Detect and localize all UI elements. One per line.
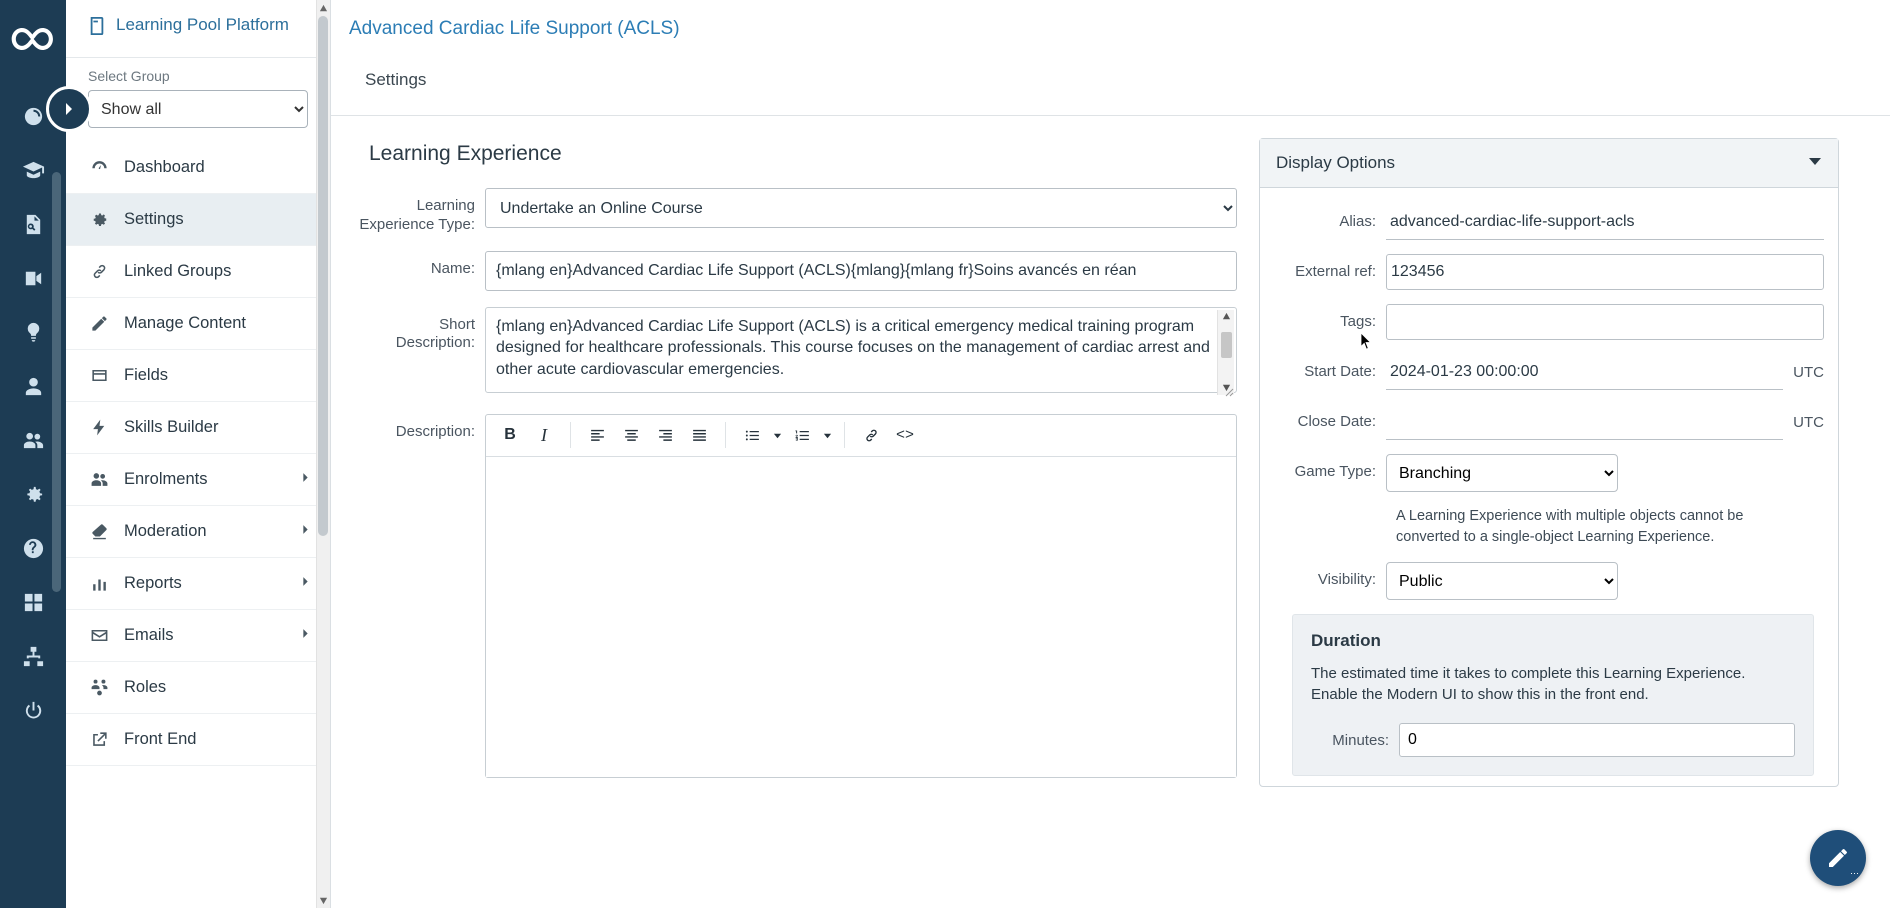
sidebar-item-label: Reports — [124, 574, 182, 592]
sidebar-item-settings[interactable] — [66, 194, 330, 246]
chevron-right-icon — [299, 626, 312, 645]
bar-chart-icon — [88, 574, 110, 593]
close-date-timezone: UTC — [1793, 413, 1824, 431]
field-game-type — [1270, 454, 1824, 492]
duration-section — [1292, 614, 1814, 776]
sidebar-item-label: Settings — [124, 210, 184, 228]
field-external-ref — [1270, 254, 1824, 290]
toolbar-divider — [725, 422, 726, 448]
scroll-down-arrow-icon[interactable] — [317, 893, 329, 907]
edit-fab-button[interactable] — [1810, 830, 1866, 886]
learning-experience-form — [357, 138, 1237, 794]
sidebar-item-skills-builder[interactable] — [66, 402, 330, 454]
field-label: External ref: — [1295, 263, 1376, 280]
sidebar-item-linked-groups[interactable] — [66, 246, 330, 298]
chevron-right-icon — [60, 100, 78, 118]
duration-help-line-1: The estimated time it takes to complete this Learning Experience. — [1311, 665, 1746, 683]
book-icon — [88, 16, 106, 41]
sidebar-item-fields[interactable] — [66, 350, 330, 402]
sidebar-title: Learning Pool Platform — [116, 15, 289, 34]
bullet-list-dropdown-icon[interactable] — [770, 420, 784, 450]
field-label: Game Type: — [1294, 463, 1376, 480]
description-editor-body[interactable] — [486, 457, 1236, 777]
user-icon[interactable] — [16, 372, 50, 400]
people-icon — [88, 470, 110, 489]
duration-title: Duration — [1311, 631, 1381, 651]
sidebar-item-moderation[interactable] — [66, 506, 330, 558]
page-title: Learning Experience — [369, 142, 562, 165]
group-select[interactable] — [88, 90, 308, 128]
field-label: Tags: — [1340, 313, 1376, 330]
gauge-icon[interactable] — [16, 102, 50, 130]
start-date-input[interactable] — [1386, 354, 1783, 390]
roles-icon — [88, 678, 110, 697]
power-icon[interactable] — [16, 696, 50, 724]
chevron-right-icon — [299, 574, 312, 593]
display-options-panel — [1259, 138, 1839, 787]
chevron-right-icon — [299, 470, 312, 489]
field-label: Visibility: — [1317, 571, 1376, 589]
sidebar-item-label: Moderation — [124, 522, 207, 540]
link-icon[interactable] — [855, 420, 887, 450]
graduation-cap-icon[interactable] — [16, 156, 50, 184]
edit-pencil-icon — [1826, 846, 1850, 870]
toolbar-divider — [570, 422, 571, 448]
resize-grip-icon[interactable] — [1222, 384, 1234, 396]
display-options-title: Display Options — [1276, 153, 1396, 172]
field-label: Learning Experience Type: — [359, 197, 475, 233]
numbered-list-icon[interactable] — [786, 420, 818, 450]
learning-experience-type-select[interactable] — [485, 188, 1237, 228]
grid-apps-icon[interactable] — [16, 588, 50, 616]
field-description — [357, 414, 1237, 778]
external-link-icon — [88, 730, 110, 749]
chevron-down-icon[interactable] — [1808, 153, 1822, 173]
name-input[interactable] — [485, 251, 1237, 291]
sidebar-item-label: Enrolments — [124, 470, 208, 488]
scroll-up-arrow-icon[interactable] — [317, 1, 329, 15]
align-center-icon[interactable] — [615, 420, 647, 450]
start-date-timezone: UTC — [1793, 363, 1824, 381]
bolt-icon — [88, 418, 110, 437]
game-type-select[interactable] — [1386, 454, 1618, 492]
field-label: Short Description: — [395, 315, 475, 352]
field-learning-experience-type — [357, 188, 1237, 235]
field-label: Close Date: — [1297, 413, 1376, 430]
display-options-header[interactable] — [1260, 139, 1838, 188]
scroll-up-arrow-icon[interactable] — [1218, 310, 1235, 324]
field-label: Description: — [395, 422, 475, 440]
sidebar-item-label: Fields — [124, 366, 169, 384]
infinity-logo-icon — [5, 14, 61, 64]
field-label: Name: — [430, 259, 475, 277]
field-label: Minutes: — [1332, 731, 1389, 749]
breadcrumb[interactable]: Advanced Cardiac Life Support (ACLS) — [349, 18, 680, 39]
external-ref-input[interactable] — [1386, 254, 1824, 290]
sidebar-item-front-end[interactable] — [66, 714, 330, 766]
field-label: Alias: — [1339, 213, 1376, 230]
sidebar-item-dashboard[interactable] — [66, 142, 330, 194]
tags-input[interactable] — [1386, 304, 1824, 340]
gear-icon — [88, 210, 110, 229]
eraser-icon — [88, 522, 110, 541]
short-description-textarea[interactable] — [485, 307, 1237, 393]
field-tags — [1270, 304, 1824, 340]
sidebar-item-label: Manage Content — [124, 314, 247, 332]
link-icon — [88, 262, 110, 281]
sidebar-item-manage-content[interactable] — [66, 298, 330, 350]
game-type-help-text: A Learning Experience with multiple objects cannot be converted to a single-object Learning Experience. — [1396, 508, 1744, 546]
field-label: Start Date: — [1304, 363, 1376, 380]
tab-settings[interactable]: Settings — [365, 70, 427, 89]
numbered-list-dropdown-icon[interactable] — [820, 420, 834, 450]
bullet-list-icon[interactable] — [736, 420, 768, 450]
sidebar-scrollbar[interactable] — [316, 0, 330, 908]
sidebar-item-emails[interactable] — [66, 610, 330, 662]
sidebar-item-label: Linked Groups — [124, 262, 232, 280]
sidebar-item-label: Front End — [124, 730, 197, 748]
select-group-label: Select Group — [88, 68, 170, 84]
sitemap-icon[interactable] — [16, 642, 50, 670]
field-start-date — [1270, 354, 1824, 390]
code-button[interactable]: <> — [895, 426, 914, 444]
sidebar-item-label: Emails — [124, 626, 174, 644]
rail-scrollbar[interactable] — [52, 172, 61, 592]
main-content — [331, 0, 1890, 908]
users-icon[interactable] — [16, 426, 50, 454]
editor-toolbar — [486, 415, 1236, 457]
duration-help-line-2: Enable the Modern UI to show this in the front end. — [1311, 686, 1649, 704]
sidebar-item-enrolments[interactable] — [66, 454, 330, 506]
sidebar-item-label: Roles — [124, 678, 167, 696]
card-icon — [88, 366, 110, 385]
sidebar-nav — [66, 142, 330, 766]
chevron-right-icon — [299, 522, 312, 541]
align-justify-icon[interactable] — [683, 420, 715, 450]
sidebar-item-label: Dashboard — [124, 158, 205, 176]
scroll-thumb[interactable] — [1221, 332, 1232, 358]
dashboard-icon — [88, 158, 110, 177]
sidebar-item-roles[interactable] — [66, 662, 330, 714]
field-close-date — [1270, 404, 1824, 440]
short-description-scrollbar[interactable] — [1217, 310, 1234, 395]
pencil-icon — [88, 314, 110, 333]
rich-text-editor — [485, 414, 1237, 778]
italic-button[interactable]: I — [541, 424, 547, 445]
display-options-column — [1259, 138, 1839, 794]
envelope-icon — [88, 626, 110, 645]
sidebar-header[interactable] — [66, 0, 330, 58]
toolbar-divider — [844, 422, 845, 448]
visibility-select[interactable] — [1386, 562, 1618, 600]
minutes-input[interactable] — [1399, 723, 1795, 757]
sidebar-scroll-thumb[interactable] — [318, 16, 328, 536]
sidebar — [66, 0, 331, 908]
field-name — [357, 251, 1237, 291]
field-alias — [1270, 204, 1824, 240]
field-visibility — [1270, 562, 1824, 600]
align-left-icon[interactable] — [581, 420, 613, 450]
fab-dots: ⋯ — [1850, 868, 1860, 878]
sidebar-expand-button[interactable] — [46, 86, 92, 132]
field-short-description — [357, 307, 1237, 398]
field-minutes — [1311, 723, 1795, 757]
align-right-icon[interactable] — [649, 420, 681, 450]
alias-input[interactable] — [1386, 204, 1824, 240]
bold-button[interactable]: B — [504, 426, 516, 443]
lightbulb-icon[interactable] — [16, 318, 50, 346]
tab-bar — [331, 62, 1890, 116]
icon-rail — [0, 0, 66, 908]
sidebar-item-label: Skills Builder — [124, 418, 219, 436]
document-search-icon[interactable] — [16, 210, 50, 238]
help-circle-icon[interactable] — [16, 534, 50, 562]
close-date-input[interactable] — [1386, 404, 1783, 440]
gear-icon[interactable] — [16, 480, 50, 508]
video-icon[interactable] — [16, 264, 50, 292]
sidebar-item-reports[interactable] — [66, 558, 330, 610]
